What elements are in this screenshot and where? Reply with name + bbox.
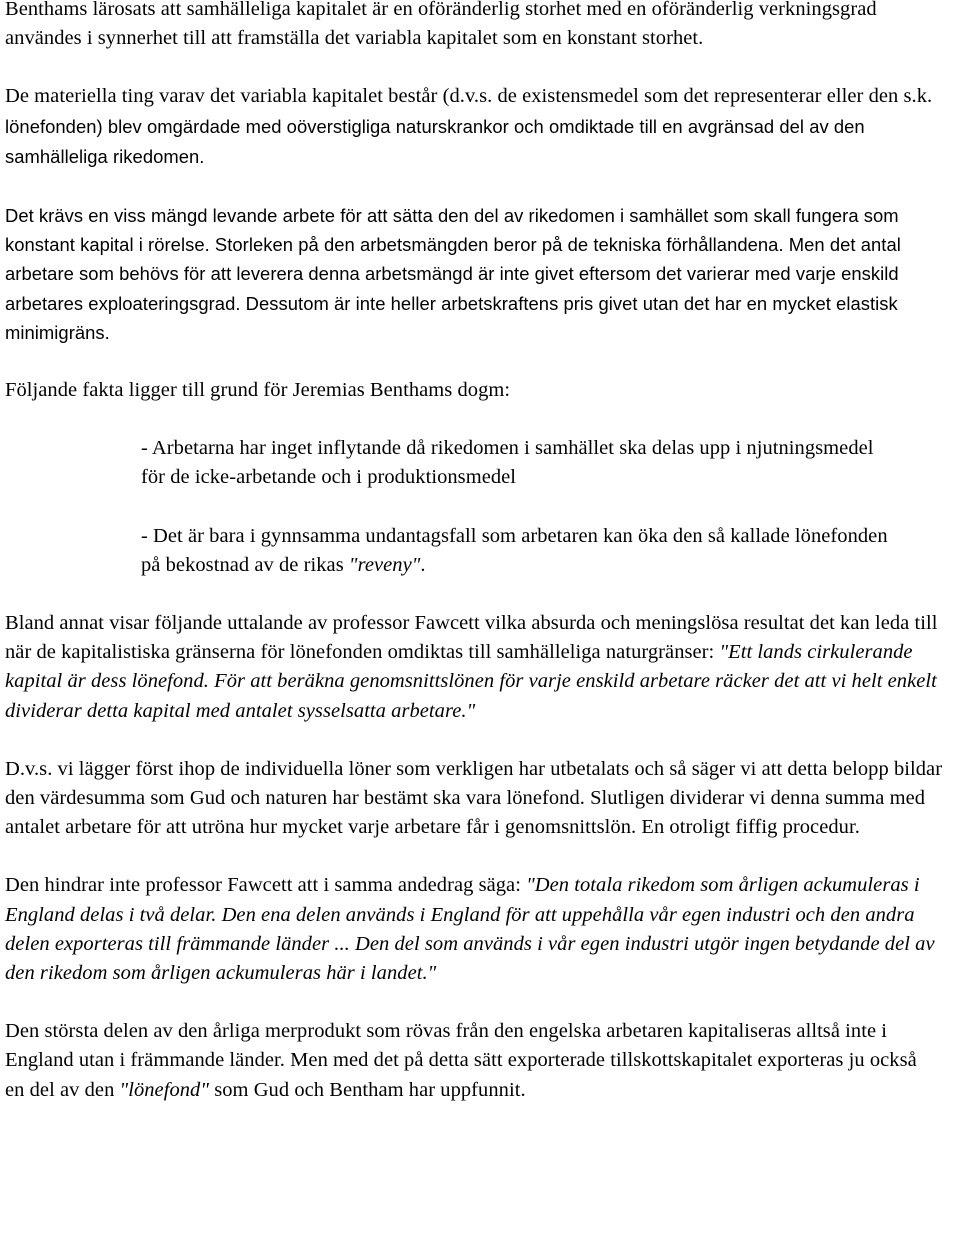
- list-item-2: [141, 522, 901, 580]
- paragraph-3: [5, 201, 960, 347]
- list-item-1-text: - Arbetarna har inget inflytande då rikedomen i samhället ska delas upp i njutningsmedel för de icke-arbetande och i produktionsmedel: [141, 437, 874, 489]
- paragraph-10: [5, 1017, 920, 1105]
- paragraph-4: [5, 376, 960, 405]
- document-page: [5, 0, 960, 1134]
- paragraph-9: [5, 871, 935, 988]
- paragraph-7-text: Bland annat visar följande uttalande av professor Fawcett vilka absurda och meningslösa resultat det kan leda till när de kapitalistiska gränserna för lönefonden omdiktas till samhälleliga naturgränser:: [5, 612, 938, 664]
- paragraph-8: [5, 755, 960, 843]
- paragraph-1-text: Benthams lärosats att samhälleliga kapitalet är en oföränderlig storhet med en oföränderlig verkningsgrad användes i synnerhet till att framställa det variabla kapitalet som en konstant storhet.: [5, 0, 877, 50]
- paragraph-4-text: Följande fakta ligger till grund för Jeremias Benthams dogm:: [5, 379, 511, 402]
- paragraph-8-text: D.v.s. vi lägger först ihop de individuella löner som verkligen har utbetalats och så säger vi att detta belopp bildar den värdesumma som Gud och naturen har bestämt ska vara lönefond. Slutligen dividerar vi denna summa med antalet arbetare för att utröna hur mycket varje arbetare får i genomsnittslön. En otroligt fiffig procedur.: [5, 757, 943, 839]
- paragraph-2-text-sans: lönefonden) blev omgärdade med oöverstigliga naturskrankor och omdiktade till en avgränsad del av den samhälleliga rikedomen.: [5, 115, 865, 167]
- paragraph-1: [5, 0, 930, 53]
- paragraph-7-quote: "Ett lands cirkulerande kapital är dess lönefond. För att beräkna genomsnittslönen för varje enskild arbetare räcker det att vi helt enkelt dividerar detta kapital med antalet sysselsatta arbetare.": [5, 641, 937, 722]
- paragraph-3-text: Det krävs en viss mängd levande arbete för att sätta den del av rikedomen i samhället som skall fungera som konstant kapital i rörelse. Storleken på den arbetsmängden beror på de tekniska förhållandena. Men det antal arbetare som behövs för att leverera denna arbetsmängd är inte givet eftersom det varierar med varje enskild arbetares exploateringsgrad. Dessutom är inte heller arbetskraftens pris givet utan det har en mycket elastisk minimigräns.: [5, 205, 901, 343]
- paragraph-10-end: som Gud och Bentham har uppfunnit.: [209, 1078, 526, 1101]
- list-item-2-end: .: [420, 553, 426, 576]
- paragraph-2-text-serif: De materiella ting varav det variabla kapitalet består (d.v.s. de existensmedel som det representerar eller den s.k.: [5, 85, 933, 108]
- list-item-2-quote: "reveny": [348, 553, 421, 576]
- paragraph-10-quote: "lönefond": [119, 1078, 210, 1101]
- list-item-2-text: - Det är bara i gynnsamma undantagsfall som arbetaren kan öka den så kallade lönefonden på bekostnad av de rikas: [141, 524, 888, 576]
- paragraph-10-text: Den största delen av den årliga merprodukt som rövas från den engelska arbetaren kapitaliseras alltså inte i England utan i främmande länder. Men med det på detta sätt exporterade tillskottskapitalet exporteras ju också en del av den: [5, 1020, 917, 1101]
- paragraph-7: [5, 609, 960, 726]
- paragraph-9-text: Den hindrar inte professor Fawcett att i samma andedrag säga:: [5, 874, 527, 897]
- paragraph-9-quote: "Den totala rikedom som årligen ackumuleras i England delas i två delar. Den ena delen används i England för att uppehålla vår egen industri och den andra delen exporteras till främmande länder ... Den del som används i vår egen industri utgör ingen betydande del av den rikedom som årligen ackumuleras här i landet.": [5, 874, 935, 985]
- list-item-1: [141, 434, 901, 492]
- paragraph-2: [5, 82, 960, 172]
